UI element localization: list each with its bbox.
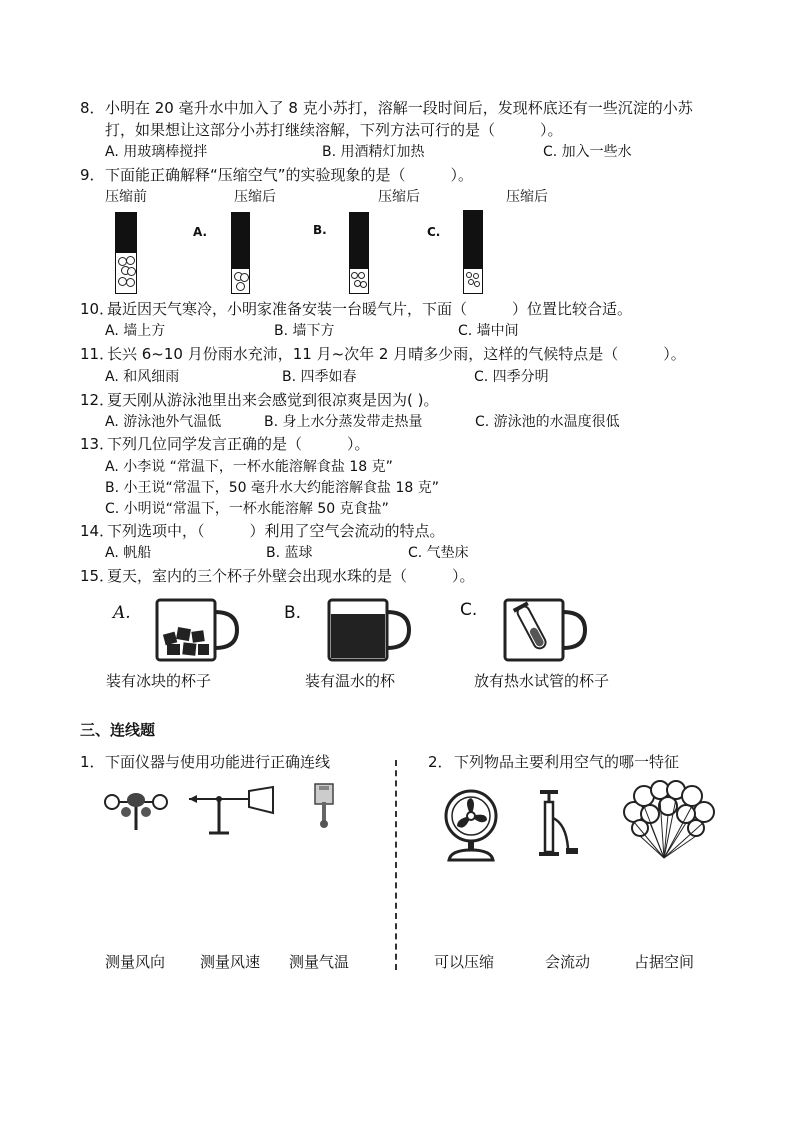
cup-with-warm-water-icon [327, 598, 412, 664]
question-14-number: 14． [80, 522, 115, 540]
syringe-b-icon [349, 212, 369, 294]
q12-option-c: C. 游泳池的水温度很低 [475, 414, 620, 430]
q11-option-b: B. 四季如春 [282, 369, 357, 385]
matching-q1-number: 1． [80, 753, 105, 771]
q9-letter-a: A. [193, 225, 208, 239]
matching-label-flows: 会流动 [545, 953, 591, 971]
question-12-text: 夏天刚从游泳池里出来会感觉到很凉爽是因为( )。 [107, 391, 439, 409]
matching-label-wind-direction: 测量风向 [105, 953, 166, 971]
q8-option-c: C. 加入一些水 [543, 144, 632, 160]
question-13-text: 下列几位同学发言正确的是（ ）。 [107, 435, 370, 453]
q13-option-b: B. 小王说“常温下，50 毫升水大约能溶解食盐 18 克” [105, 480, 439, 496]
matching-q2-number: 2． [428, 753, 453, 771]
q9-panel-label-a: 压缩后 [234, 189, 276, 205]
q11-option-a: A. 和风细雨 [105, 369, 180, 385]
q10-option-c: C. 墙中间 [458, 323, 519, 339]
q12-option-a: A. 游泳池外气温低 [105, 414, 222, 430]
q15-letter-b: B. [284, 603, 302, 623]
pump-icon [536, 788, 586, 860]
q15-caption-b: 装有温水的杯 [305, 672, 396, 690]
anemometer-icon [104, 790, 168, 832]
q10-option-b: B. 墙下方 [274, 323, 335, 339]
question-15-text: 夏天，室内的三个杯子外壁会出现水珠的是（ ）。 [107, 567, 475, 585]
section-3-title: 三、连线题 [80, 721, 156, 739]
thermometer-icon [313, 782, 335, 830]
question-12-number: 12． [80, 391, 115, 409]
question-10-text: 最近因天气寒冷，小明家准备安装一台暖气片，下面（ ）位置比较合适。 [107, 300, 633, 318]
q9-letter-c: C. [427, 225, 441, 239]
balloons-icon [620, 782, 716, 862]
question-15-number: 15． [80, 567, 115, 585]
cup-with-ice-icon [155, 598, 240, 664]
q14-option-b: B. 蓝球 [266, 545, 313, 561]
syringe-c-icon [463, 210, 483, 294]
q15-caption-a: 装有冰块的杯子 [106, 672, 212, 690]
question-14-text: 下列选项中，（ ）利用了空气会流动的特点。 [107, 522, 445, 540]
matching-q2-text: 下列物品主要利用空气的哪一特征 [454, 753, 680, 771]
matching-q1-text: 下面仪器与使用功能进行正确连线 [105, 753, 331, 771]
q11-option-c: C. 四季分明 [474, 369, 549, 385]
q15-letter-c: C. [460, 600, 478, 620]
matching-label-compressible: 可以压缩 [434, 953, 495, 971]
wind-vane-icon [187, 785, 275, 837]
question-9-number: 9． [80, 166, 105, 184]
q12-option-b: B. 身上水分蒸发带走热量 [264, 414, 423, 430]
q13-option-c: C. 小明说“常温下，一杯水能溶解 50 克食盐” [105, 501, 389, 517]
q9-letter-b: B. [313, 223, 327, 237]
q9-panel-label-before: 压缩前 [105, 189, 147, 205]
question-8-text-line1: 小明在 20 毫升水中加入了 8 克小苏打，溶解一段时间后，发现杯底还有一些沉淀的小苏 [105, 99, 693, 117]
question-9-text: 下面能正确解释“压缩空气”的实验现象的是（ ）。 [105, 166, 474, 184]
question-11-text: 长兴 6~10 月份雨水充沛，11 月~次年 2 月晴多少雨，这样的气候特点是（ ）。 [107, 345, 686, 363]
q10-option-a: A. 墙上方 [105, 323, 166, 339]
syringe-a-icon [231, 212, 250, 294]
q13-option-a: A. 小李说 “常温下，一杯水能溶解食盐 18 克” [105, 459, 393, 475]
fan-icon [443, 788, 499, 862]
q9-panel-label-c: 压缩后 [506, 189, 548, 205]
question-13-number: 13． [80, 435, 115, 453]
cup-with-test-tube-icon [503, 598, 588, 664]
question-8-text-line2: 打，如果想让这部分小苏打继续溶解，下列方法可行的是（ ）。 [105, 121, 563, 139]
q14-option-a: A. 帆船 [105, 545, 152, 561]
column-divider [395, 760, 397, 970]
question-11-number: 11． [80, 345, 115, 363]
q15-caption-c: 放有热水试管的杯子 [474, 672, 610, 690]
matching-label-temperature: 测量气温 [289, 953, 350, 971]
q8-option-b: B. 用酒精灯加热 [322, 144, 425, 160]
matching-label-occupies-space: 占据空间 [634, 953, 695, 971]
question-8-number: 8． [80, 99, 105, 117]
question-10-number: 10． [80, 300, 115, 318]
syringe-before-icon [115, 212, 137, 294]
q9-panel-label-b: 压缩后 [378, 189, 420, 205]
q14-option-c: C. 气垫床 [408, 545, 469, 561]
matching-label-wind-speed: 测量风速 [200, 953, 261, 971]
q15-letter-a: A. [113, 603, 131, 623]
q8-option-a: A. 用玻璃棒搅拌 [105, 144, 208, 160]
